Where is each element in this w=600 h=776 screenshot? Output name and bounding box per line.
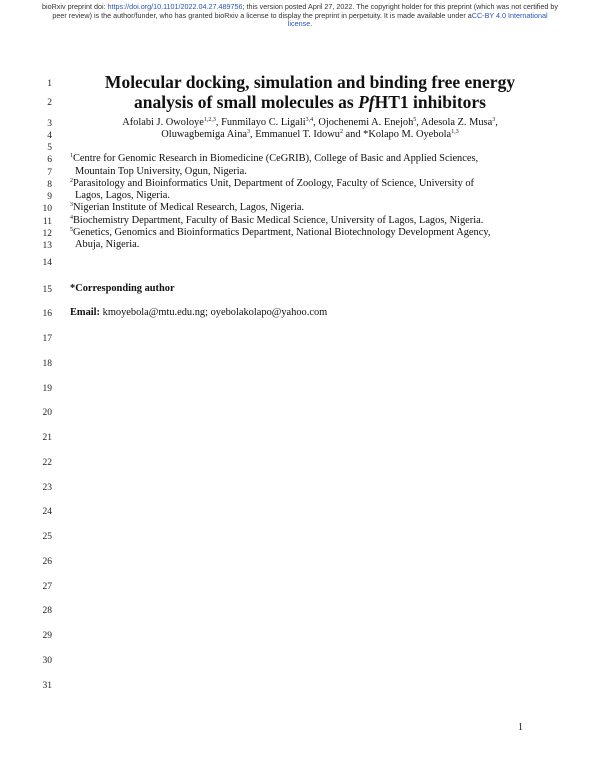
affiliation-text: Nigerian Institute of Medical Research, Lagos, Nigeria. bbox=[73, 202, 305, 213]
line-number: 6 bbox=[47, 155, 52, 165]
page-number: 1 bbox=[518, 722, 523, 733]
line-number: 18 bbox=[42, 359, 52, 369]
author-affiliation-sup: 3 bbox=[247, 129, 250, 135]
author-separator: , bbox=[215, 117, 222, 128]
author-name: Oluwagbemiga Aina bbox=[161, 129, 247, 140]
line-number: 14 bbox=[42, 258, 52, 268]
line-number: 27 bbox=[42, 582, 52, 592]
affiliation-sup: 5 bbox=[70, 227, 73, 233]
line-number: 24 bbox=[42, 507, 52, 517]
line-number: 5 bbox=[47, 143, 52, 153]
line-number: 22 bbox=[42, 458, 52, 468]
affiliation-text: Genetics, Genomics and Bioinformatics Department, National Biotechnology Development Agency, bbox=[73, 227, 491, 238]
line-number: 4 bbox=[47, 131, 52, 141]
affiliation-text: Centre for Genomic Research in Biomedicine (CeGRIB), College of Basic and Applied Sciences, bbox=[73, 153, 479, 164]
author-separator: , bbox=[416, 117, 421, 128]
corresponding-email bbox=[70, 307, 327, 318]
line-number: 8 bbox=[47, 180, 52, 190]
line-number: 3 bbox=[47, 119, 52, 129]
author-affiliation-sup: 5 bbox=[413, 117, 417, 123]
line-number: 9 bbox=[47, 192, 52, 202]
line-number: 31 bbox=[42, 681, 52, 691]
paper-title-line-1: Molecular docking, simulation and binding free energy bbox=[104, 72, 516, 92]
author-name: Ojochenemi A. Enejoh bbox=[318, 117, 414, 128]
notice-text-3: . bbox=[310, 19, 313, 29]
line-number: 15 bbox=[42, 285, 52, 295]
affiliation-sup: 4 bbox=[70, 215, 73, 221]
author-name: Adesola Z. Musa bbox=[420, 117, 493, 128]
notice-text-2: ; this version posted April 27, 2022. The copyright holder for this preprint (which was not certified by peer review) is the author/funder, who has granted bioRxiv a license to display the preprint in perpetuity. It is made available under a bbox=[52, 2, 558, 20]
line-number: 1 bbox=[47, 79, 52, 89]
line-number: 19 bbox=[42, 384, 52, 394]
affiliation-sup: 3 bbox=[70, 202, 73, 208]
affiliation-1-cont: Mountain Top University, Ogun, Nigeria. bbox=[75, 166, 247, 177]
title-text: HT1 inhibitors bbox=[374, 92, 486, 112]
author-name: Afolabi J. Owoloye bbox=[122, 117, 204, 128]
affiliation-5 bbox=[70, 227, 490, 238]
affiliation-sup: 1 bbox=[70, 153, 73, 159]
line-number: 29 bbox=[42, 631, 52, 641]
author-separator: and bbox=[342, 129, 364, 140]
author-name: *Kolapo M. Oyebola bbox=[363, 129, 452, 140]
notice-text-1: bioRxiv preprint doi: bbox=[42, 2, 108, 11]
line-number: 10 bbox=[42, 204, 52, 214]
line-number: 17 bbox=[42, 334, 52, 344]
author-affiliation-sup: 2 bbox=[339, 129, 343, 135]
author-separator: , bbox=[313, 117, 319, 128]
line-number: 30 bbox=[42, 656, 52, 666]
author-separator: , bbox=[495, 117, 498, 128]
line-number: 12 bbox=[42, 229, 52, 239]
line-number: 20 bbox=[42, 408, 52, 418]
title-italic-pf: Pf bbox=[358, 92, 375, 112]
line-number: 21 bbox=[42, 433, 52, 443]
affiliation-1 bbox=[70, 153, 478, 164]
line-number: 16 bbox=[42, 309, 52, 319]
email-value[interactable]: kmoyebola@mtu.edu.ng; oyebolakolapo@yahoo.com bbox=[102, 307, 328, 318]
line-number: 28 bbox=[42, 606, 52, 616]
author-affiliation-sup: 1,3 bbox=[451, 129, 459, 135]
title-text: analysis of small molecules as bbox=[134, 92, 359, 112]
affiliation-5-cont: Abuja, Nigeria. bbox=[75, 239, 140, 250]
corresponding-author-heading: *Corresponding author bbox=[70, 283, 175, 294]
author-line-1 bbox=[60, 117, 560, 128]
author-affiliation-sup: 3 bbox=[492, 117, 496, 123]
affiliation-text: Parasitology and Bioinformatics Unit, Department of Zoology, Faculty of Science, University of bbox=[73, 178, 475, 189]
affiliation-sup: 2 bbox=[70, 178, 73, 184]
affiliation-2-cont: Lagos, Lagos, Nigeria. bbox=[75, 190, 170, 201]
doi-link[interactable]: https://doi.org/10.1101/2022.04.27.489756 bbox=[107, 2, 243, 11]
author-name: Funmilayo C. Ligali bbox=[221, 117, 306, 128]
author-name: Emmanuel T. Idowu bbox=[255, 129, 340, 140]
line-number: 23 bbox=[42, 483, 52, 493]
paper-title-line-2 bbox=[60, 92, 560, 113]
affiliation-4 bbox=[70, 215, 483, 226]
line-number: 25 bbox=[42, 532, 52, 542]
line-number: 11 bbox=[42, 217, 52, 227]
affiliation-2 bbox=[70, 178, 474, 189]
affiliation-text: Biochemistry Department, Faculty of Basic Medical Science, University of Lagos, Lagos, Nigeria. bbox=[73, 215, 484, 226]
license-link[interactable]: CC-BY 4.0 International license bbox=[287, 10, 548, 29]
affiliation-3 bbox=[70, 202, 304, 213]
author-separator: , bbox=[250, 129, 256, 140]
line-number: 7 bbox=[47, 168, 52, 178]
author-affiliation-sup: 1,2,3 bbox=[203, 117, 216, 123]
author-line-2 bbox=[60, 129, 560, 140]
preprint-notice bbox=[40, 3, 560, 29]
email-label: Email: bbox=[70, 307, 101, 318]
author-affiliation-sup: 3,4 bbox=[305, 117, 314, 123]
line-number: 2 bbox=[47, 98, 52, 108]
line-number: 13 bbox=[42, 241, 52, 251]
line-number: 26 bbox=[42, 557, 52, 567]
